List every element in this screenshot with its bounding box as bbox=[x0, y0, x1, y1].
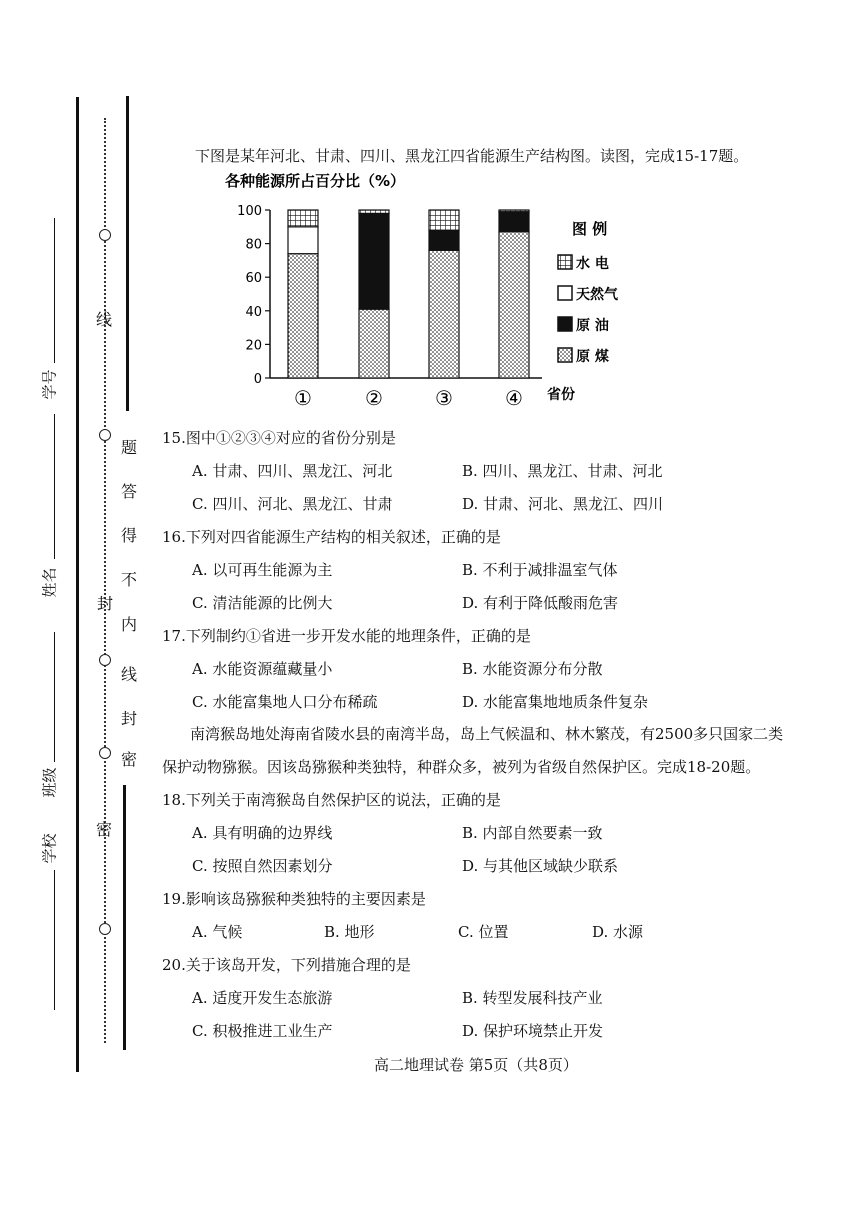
bar-segment bbox=[499, 232, 529, 378]
answer-option: B. 四川、黑龙江、甘肃、河北 bbox=[462, 462, 663, 480]
answer-option: A. 水能资源蕴藏量小 bbox=[192, 660, 333, 678]
seal-char-da: 答 bbox=[121, 482, 138, 501]
seal-dotted-line bbox=[104, 118, 106, 1043]
answer-option: C. 四川、河北、黑龙江、甘肃 bbox=[192, 495, 393, 513]
school-label: 学校 bbox=[40, 833, 59, 864]
bar-segment bbox=[359, 210, 389, 213]
category-label: ④ bbox=[505, 386, 523, 410]
bar-segment bbox=[429, 230, 459, 250]
answer-option: D. 甘肃、河北、黑龙江、四川 bbox=[462, 495, 664, 513]
name-blank bbox=[54, 414, 55, 559]
passage-line-1: 南湾猴岛地处海南省陵水县的南湾半岛，岛上气候温和、林木繁茂，有2500多只国家二类 bbox=[190, 725, 784, 743]
answer-option: A. 气候 bbox=[192, 923, 243, 941]
legend-swatch bbox=[558, 317, 572, 331]
seal-char-xian-top: 线 bbox=[96, 310, 113, 329]
class-blank bbox=[54, 632, 55, 762]
answer-option: B. 内部自然要素一致 bbox=[462, 824, 603, 842]
answer-option: B. 转型发展科技产业 bbox=[462, 989, 603, 1007]
page-footer: 高二地理试卷 第5页（共8页） bbox=[374, 1056, 578, 1074]
legend-label: 水 电 bbox=[576, 256, 609, 272]
answer-option: D. 水能富集地地质条件复杂 bbox=[462, 693, 649, 711]
question-stem: 15.图中①②③④对应的省份分别是 bbox=[162, 429, 396, 447]
bar-segment bbox=[429, 210, 459, 230]
question-stem: 19.影响该岛猕猴种类独特的主要因素是 bbox=[162, 890, 426, 908]
bar-segment bbox=[288, 210, 318, 227]
legend-label: 原 煤 bbox=[576, 349, 609, 365]
legend-swatch bbox=[558, 348, 572, 362]
chart-title: 各种能源所占百分比（%） bbox=[225, 172, 406, 190]
answer-option: A. 以可再生能源为主 bbox=[192, 561, 333, 579]
answer-option: A. 适度开发生态旅游 bbox=[192, 989, 333, 1007]
seal-char-feng: 封 bbox=[121, 709, 138, 728]
bar-segment bbox=[288, 227, 318, 254]
answer-option: B. 水能资源分布分散 bbox=[462, 660, 603, 678]
bar-segment bbox=[359, 309, 389, 378]
name-label: 姓名 bbox=[40, 567, 59, 598]
seal-char-de: 得 bbox=[121, 526, 138, 545]
y-tick-label: 20 bbox=[245, 338, 262, 354]
seal-hole-4 bbox=[99, 747, 111, 759]
category-label: ② bbox=[365, 386, 383, 410]
seal-hole-2 bbox=[99, 429, 111, 441]
question-stem: 17.下列制约①省进一步开发水能的地理条件，正确的是 bbox=[162, 627, 531, 645]
passage-line-2: 保护动物猕猴。因该岛猕猴种类独特，种群众多，被列为省级自然保护区。完成18-20题。 bbox=[162, 758, 761, 776]
answer-option: B. 地形 bbox=[324, 923, 375, 941]
seal-char-bu: 不 bbox=[121, 570, 138, 589]
legend-title: 图 例 bbox=[572, 220, 608, 238]
answer-option: D. 水源 bbox=[592, 923, 644, 941]
seal-char-ti: 题 bbox=[121, 438, 138, 457]
legend-swatch bbox=[558, 255, 572, 269]
seal-hole-5 bbox=[99, 923, 111, 935]
legend-swatch bbox=[558, 286, 572, 300]
student-id-label: 学号 bbox=[40, 369, 59, 400]
legend-label: 天然气 bbox=[576, 287, 618, 303]
seal-char-feng-left: 封 bbox=[97, 594, 114, 613]
bar-segment bbox=[429, 250, 459, 378]
seal-char-mi-lower: 密 bbox=[96, 820, 113, 839]
answer-option: C. 清洁能源的比例大 bbox=[192, 594, 333, 612]
y-tick-label: 100 bbox=[237, 204, 262, 219]
answer-option: D. 保护环境禁止开发 bbox=[462, 1022, 604, 1040]
seal-char-nei: 内 bbox=[121, 615, 138, 634]
bar-segment bbox=[499, 212, 529, 232]
x-axis-label: 省份 bbox=[547, 387, 575, 403]
school-blank bbox=[54, 870, 55, 1010]
y-tick-label: 40 bbox=[245, 304, 262, 320]
category-label: ③ bbox=[435, 386, 453, 410]
question-stem: 16.下列对四省能源生产结构的相关叙述，正确的是 bbox=[162, 528, 501, 546]
seal-char-xian-mid: 线 bbox=[121, 665, 138, 684]
y-tick-label: 0 bbox=[253, 372, 262, 387]
answer-option: A. 甘肃、四川、黑龙江、河北 bbox=[192, 462, 393, 480]
answer-option: C. 按照自然因素划分 bbox=[192, 857, 333, 875]
answer-option: C. 位置 bbox=[458, 923, 509, 941]
question-stem: 20.关于该岛开发，下列措施合理的是 bbox=[162, 956, 411, 974]
category-label: ① bbox=[294, 386, 312, 410]
inner-binding-line-top bbox=[126, 96, 129, 411]
seal-hole-3 bbox=[99, 654, 111, 666]
answer-option: C. 水能富集地人口分布稀疏 bbox=[192, 693, 378, 711]
seal-hole-1 bbox=[99, 229, 111, 241]
chart-intro: 下图是某年河北、甘肃、四川、黑龙江四省能源生产结构图。读图，完成15-17题。 bbox=[195, 147, 749, 165]
bar-segment bbox=[359, 213, 389, 309]
y-tick-label: 60 bbox=[245, 271, 262, 287]
answer-option: D. 有利于降低酸雨危害 bbox=[462, 594, 619, 612]
class-label: 班级 bbox=[40, 767, 59, 798]
answer-option: C. 积极推进工业生产 bbox=[192, 1022, 333, 1040]
answer-option: B. 不利于减排温室气体 bbox=[462, 561, 618, 579]
question-stem: 18.下列关于南湾猴岛自然保护区的说法，正确的是 bbox=[162, 791, 501, 809]
y-tick-label: 80 bbox=[245, 237, 262, 253]
student-id-blank bbox=[54, 218, 55, 363]
inner-binding-line-bottom bbox=[123, 785, 126, 1050]
bar-segment bbox=[499, 210, 529, 212]
answer-option: D. 与其他区域缺少联系 bbox=[462, 857, 619, 875]
energy-structure-chart bbox=[190, 165, 660, 415]
seal-char-mi: 密 bbox=[121, 750, 138, 769]
answer-option: A. 具有明确的边界线 bbox=[192, 824, 333, 842]
outer-binding-line bbox=[76, 97, 79, 1072]
legend-label: 原 油 bbox=[576, 318, 609, 334]
bar-segment bbox=[288, 254, 318, 378]
